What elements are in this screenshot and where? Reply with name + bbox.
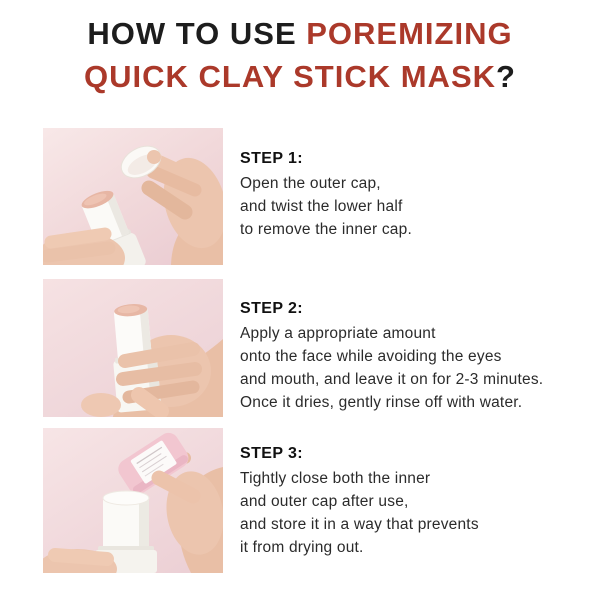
title-question-mark: ? bbox=[496, 59, 516, 94]
step-2-line: onto the face while avoiding the eyes bbox=[240, 348, 502, 365]
step-3-line: and outer cap after use, bbox=[240, 493, 409, 510]
step-2-line: Apply a appropriate amount bbox=[240, 325, 436, 342]
title-product-name: POREMIZING bbox=[306, 16, 513, 51]
step-1-photo bbox=[43, 128, 223, 265]
step-1-line: to remove the inner cap. bbox=[240, 221, 412, 238]
step-2-photo bbox=[43, 279, 223, 417]
step-3-text bbox=[240, 444, 570, 559]
step-2-photo-illustration bbox=[43, 279, 223, 417]
step-1-photo-illustration bbox=[43, 128, 223, 265]
step-3-photo-illustration bbox=[43, 428, 223, 573]
step-3-line: Tightly close both the inner bbox=[240, 470, 431, 487]
title-line-2 bbox=[0, 55, 600, 98]
page-title bbox=[0, 12, 600, 98]
step-2-line: and mouth, and leave it on for 2-3 minutes. bbox=[240, 371, 544, 388]
step-2-line: Once it dries, gently rinse off with water. bbox=[240, 394, 523, 411]
title-line-1 bbox=[0, 12, 600, 55]
step-1-line: Open the outer cap, bbox=[240, 175, 381, 192]
step-2-heading: STEP 2: bbox=[240, 300, 303, 317]
step-2-text bbox=[240, 299, 570, 414]
step-3-heading: STEP 3: bbox=[240, 445, 303, 462]
step-3-line: it from drying out. bbox=[240, 539, 364, 556]
step-3-photo bbox=[43, 428, 223, 573]
title-product-line2: QUICK CLAY STICK MASK bbox=[84, 59, 497, 94]
step-1-heading: STEP 1: bbox=[240, 150, 303, 167]
step-1-text bbox=[240, 149, 570, 241]
step-3-line: and store it in a way that prevents bbox=[240, 516, 479, 533]
title-prefix: HOW TO USE bbox=[87, 16, 307, 51]
step-1-line: and twist the lower half bbox=[240, 198, 403, 215]
